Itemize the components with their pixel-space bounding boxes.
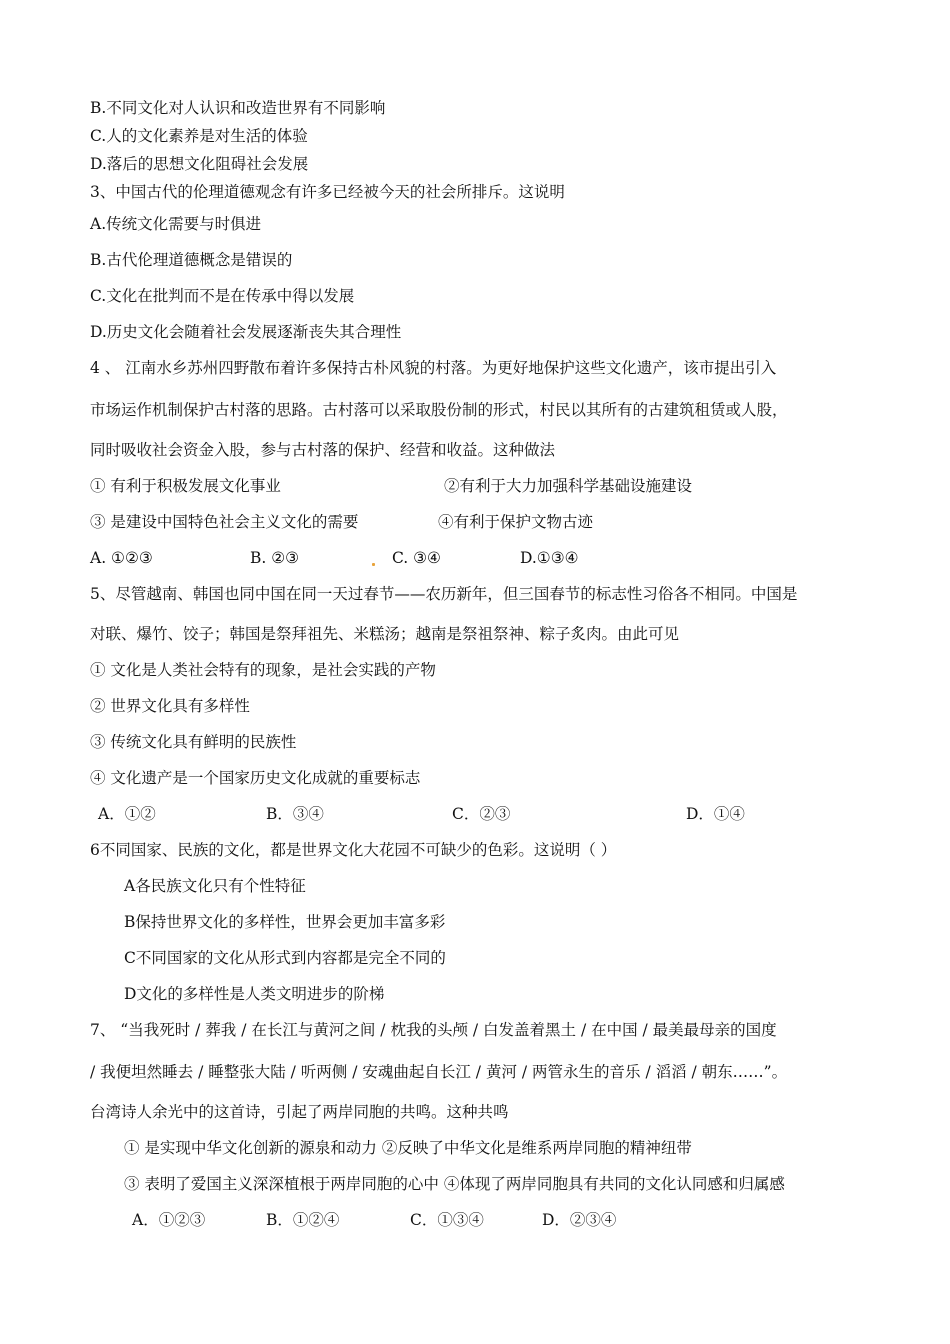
q5-item-3: ③ 传统文化具有鲜明的民族性	[90, 733, 297, 751]
q4-item-2: ②有利于大力加强科学基础设施建设	[444, 477, 693, 495]
q4-stem-line3: 同时吸收社会资金入股，参与古村落的保护、经营和收益。这种做法	[90, 441, 556, 459]
q7-stem-line2: / 我便坦然睡去 / 睡整张大陆 / 听两侧 / 安魂曲起自长江 / 黄河 / 两管永生的音乐 / 滔滔 / 朝东……”。	[90, 1063, 788, 1081]
q6-option-b: B保持世界文化的多样性，世界会更加丰富多彩	[124, 913, 446, 931]
q7-items-line1: ① 是实现中华文化创新的源泉和动力 ②反映了中华文化是维系两岸同胞的精神纽带	[124, 1139, 692, 1157]
q7-choice-c: C．①③④	[410, 1211, 484, 1229]
q5-choice-c: C．②③	[452, 805, 511, 823]
q7-choice-b: B．①②④	[266, 1211, 340, 1229]
q3-stem: 3、中国古代的伦理道德观念有许多已经被今天的社会所排斥。这说明	[90, 183, 565, 201]
stray-mark-icon	[372, 563, 375, 566]
q5-choice-a: A．①②	[98, 805, 156, 823]
q4-stem-line2: 市场运作机制保护古村落的思路。古村落可以采取股份制的形式，村民以其所有的古建筑租赁或人股，	[90, 401, 788, 419]
q3-option-b: B.古代伦理道德概念是错误的	[90, 251, 293, 269]
q6-option-a: A各民族文化只有个性特征	[124, 877, 306, 895]
q4-choice-c: C. ③④	[392, 549, 441, 567]
q7-stem-line3: 台湾诗人余光中的这首诗，引起了两岸同胞的共鸣。这种共鸣	[90, 1103, 509, 1121]
q4-stem-line1: 4 、 江南水乡苏州四野散布着许多保持古朴风貌的村落。为更好地保护这些文化遗产，该市提出引入	[90, 359, 777, 377]
option-c-line: C.人的文化素养是对生活的体验	[90, 127, 308, 145]
q7-items-line2: ③ 表明了爱国主义深深植根于两岸同胞的心中 ④体现了两岸同胞具有共同的文化认同感和归属感	[124, 1175, 785, 1193]
q5-item-1: ① 文化是人类社会特有的现象，是社会实践的产物	[90, 661, 436, 679]
q5-item-2: ② 世界文化具有多样性	[90, 697, 250, 715]
q4-item-1: ① 有利于积极发展文化事业	[90, 477, 281, 495]
q7-choice-a: A．①②③	[132, 1211, 206, 1229]
option-b-line: B.不同文化对人认识和改造世界有不同影响	[90, 99, 386, 117]
q4-item-4: ④有利于保护文物古迹	[438, 513, 594, 531]
q4-item-3: ③ 是建设中国特色社会主义文化的需要	[90, 513, 359, 531]
q7-choice-d: D．②③④	[542, 1211, 617, 1229]
q3-option-a: A.传统文化需要与时俱进	[90, 215, 262, 233]
q4-choice-a: A. ①②③	[90, 549, 153, 567]
q6-option-c: C不同国家的文化从形式到内容都是完全不同的	[124, 949, 446, 967]
q3-option-c: C.文化在批判而不是在传承中得以发展	[90, 287, 355, 305]
option-d-line: D.落后的思想文化阻碍社会发展	[90, 155, 309, 173]
q4-choice-d: D.①③④	[520, 549, 579, 567]
q5-choice-b: B．③④	[266, 805, 324, 823]
q6-stem: 6不同国家、民族的文化，都是世界文化大花园不可缺少的色彩。这说明（ ）	[90, 841, 617, 859]
q5-stem-line2: 对联、爆竹、饺子；韩国是祭拜祖先、米糕汤；越南是祭祖祭神、粽子炙肉。由此可见	[90, 625, 680, 643]
q5-stem-line1: 5、尽管越南、韩国也同中国在同一天过春节——农历新年，但三国春节的标志性习俗各不相同。中国是	[90, 585, 798, 603]
q7-stem-line1: 7、 “当我死时 / 葬我 / 在长江与黄河之间 / 枕我的头颅 / 白发盖着黑土 / 在中国 / 最美最母亲的国度	[90, 1021, 777, 1039]
q4-choice-b: B. ②③	[250, 549, 300, 567]
q5-choice-d: D．①④	[686, 805, 745, 823]
q6-option-d: D文化的多样性是人类文明进步的阶梯	[124, 985, 385, 1003]
q5-item-4: ④ 文化遗产是一个国家历史文化成就的重要标志	[90, 769, 421, 787]
q3-option-d: D.历史文化会随着社会发展逐渐丧失其合理性	[90, 323, 402, 341]
